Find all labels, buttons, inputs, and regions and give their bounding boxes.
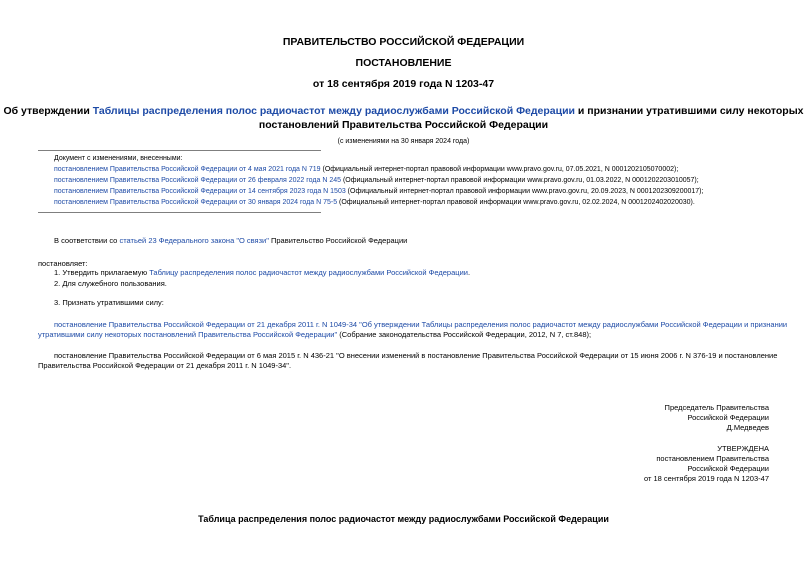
- approved-label: УТВЕРЖДЕНА: [717, 444, 769, 453]
- signature-name: Д.Медведев: [726, 423, 769, 432]
- change-source: (Официальный интернет-портал правовой информации www.pravo.gov.ru, 02.02.2024, N 0001202402020030).: [337, 199, 695, 206]
- signature-position: Председатель Правительства: [664, 403, 769, 412]
- repealed-item-1-line1: [54, 320, 787, 329]
- repealed-item-1-line2: [38, 330, 591, 339]
- title-prefix: Об утверждении: [3, 105, 93, 117]
- title-table-link[interactable]: Таблицы распределения полос радиочастот между радиослужбами Российской Федерации: [92, 105, 575, 117]
- change-item: [54, 199, 695, 206]
- government-heading: ПРАВИТЕЛЬСТВО РОССИЙСКОЙ ФЕДЕРАЦИИ: [282, 36, 525, 48]
- decrees-word: постановляет:: [38, 259, 88, 268]
- repealed-item-2-line1: постановление Правительства Российской Федерации от 6 мая 2015 г. N 436-21 "О внесении изменений в постановление Правительства Российской Федерации от 15 июня 2006 г. N 376-19 и постановление: [54, 351, 778, 360]
- point-2: 2. Для служебного пользования.: [54, 279, 167, 288]
- change-link[interactable]: постановлением Правительства Российской Федерации от 30 января 2024 года N 75-5: [54, 199, 338, 206]
- repealed-item-1-source: (Собрание законодательства Российской Федерации, 2012, N 7, ст.848);: [337, 330, 592, 339]
- change-item: [54, 177, 699, 184]
- approved-line1: постановлением Правительства: [656, 454, 769, 463]
- point-1-table-link[interactable]: Таблицу распределения полос радиочастот между радиослужбами Российской Федерации: [149, 268, 468, 277]
- repealed-decree-link[interactable]: постановление Правительства Российской Федерации от 21 декабря 2011 г. N 1049-34 "Об утверждении Таблицы распределения полос радиочастот между радиослужбами Российской Федерации и признании: [54, 320, 788, 329]
- changes-top-rule: [38, 150, 321, 151]
- approved-line2: Российской Федерации: [687, 464, 769, 473]
- changes-bottom-rule: [38, 212, 321, 213]
- point-3: 3. Признать утратившими силу:: [54, 298, 164, 307]
- change-link[interactable]: постановлением Правительства Российской Федерации от 4 мая 2021 года N 719: [54, 166, 321, 173]
- point-1: [54, 268, 470, 277]
- change-link[interactable]: постановлением Правительства Российской Федерации от 14 сентября 2023 года N 1503: [54, 188, 346, 195]
- change-source: (Официальный интернет-портал правовой информации www.pravo.gov.ru, 01.03.2022, N 0001202203010057);: [341, 177, 699, 184]
- point-1-suffix: .: [467, 268, 471, 277]
- change-item: [54, 188, 703, 195]
- law-article-link[interactable]: статьей 23 Федерального закона "О связи": [119, 236, 269, 245]
- doc-date-number: от 18 сентября 2019 года N 1203-47: [312, 78, 495, 90]
- document-title-line2: постановлений Правительства Российской Федерации: [258, 119, 549, 131]
- repealed-decree-link-cont[interactable]: утратившими силу некоторых постановлений Правительства Российской Федерации": [38, 330, 338, 339]
- change-link[interactable]: постановлением Правительства Российской Федерации от 26 февраля 2022 года N 245: [54, 177, 341, 184]
- change-item: [54, 166, 678, 173]
- basis-prefix: В соответствии со: [54, 236, 120, 245]
- point-1-prefix: 1. Утвердить прилагаемую: [54, 268, 150, 277]
- doc-type-heading: ПОСТАНОВЛЕНИЕ: [355, 57, 452, 69]
- repealed-item-2-line2: Правительства Российской Федерации от 21 декабря 2011 г. N 1049-34".: [38, 361, 292, 370]
- amended-note: (с изменениями на 30 января 2024 года): [337, 138, 470, 145]
- change-source: (Официальный интернет-портал правовой информации www.pravo.gov.ru, 07.05.2021, N 0001202105070002);: [320, 166, 679, 173]
- basis-paragraph: [54, 236, 407, 245]
- title-suffix: и признании утратившими силу некоторых: [575, 105, 804, 117]
- change-source: (Официальный интернет-портал правовой информации www.pravo.gov.ru, 20.09.2023, N 0001202309200017);: [345, 188, 704, 195]
- document-title: [0, 104, 807, 118]
- approved-line3: от 18 сентября 2019 года N 1203-47: [643, 474, 769, 483]
- basis-suffix: Правительство Российской Федерации: [268, 236, 408, 245]
- changes-intro: Документ с изменениями, внесенными:: [54, 155, 183, 162]
- signature-country: Российской Федерации: [687, 413, 769, 422]
- table-heading: Таблица распределения полос радиочастот между радиослужбами Российской Федерации: [198, 514, 609, 524]
